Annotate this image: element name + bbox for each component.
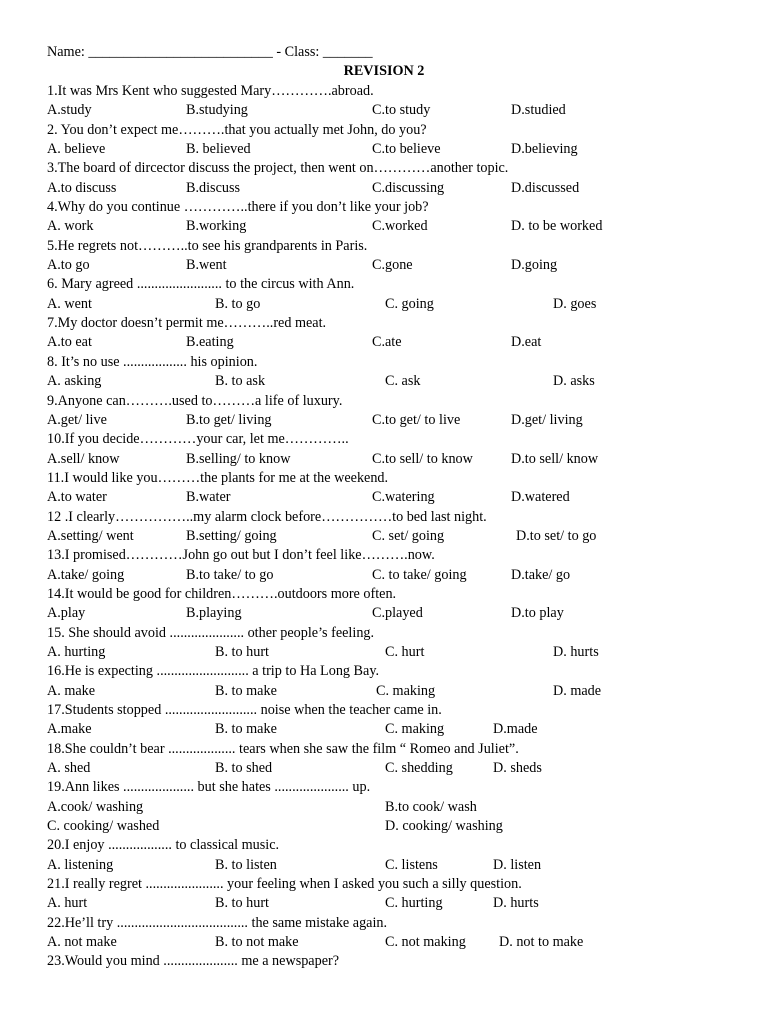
option-c: C.played <box>372 605 423 622</box>
question-stem: 14.It would be good for children……….outdoors more often. <box>47 585 397 602</box>
option-b: B.discuss <box>186 179 240 196</box>
option-c: C.to believe <box>372 141 441 158</box>
option-c: C. hurting <box>385 895 443 912</box>
option-d: D.eat <box>511 334 542 351</box>
question-7 <box>0 314 768 353</box>
option-a: A. work <box>47 218 94 235</box>
option-a: A.setting/ went <box>47 527 134 544</box>
question-5 <box>0 237 768 276</box>
option-b: B. to shed <box>215 760 273 777</box>
question-14 <box>0 585 768 624</box>
option-d: D.watered <box>511 489 570 506</box>
option-a: A. went <box>47 295 92 312</box>
option-a: A. believe <box>47 141 106 158</box>
question-17 <box>0 701 768 740</box>
question-stem: 13.I promised…………John go out but I don’t feel like……….now. <box>47 547 435 564</box>
option-d: D.studied <box>511 102 566 119</box>
option-d: D. hurts <box>553 643 599 660</box>
option-d: D. sheds <box>493 760 542 777</box>
option-a: A.cook/ washing <box>47 798 144 815</box>
option-a: A.to go <box>47 257 90 274</box>
question-stem: 3.The board of dircector discuss the project, then went on…………another topic. <box>47 160 509 177</box>
option-b: B. to make <box>215 682 277 699</box>
option-a: A. shed <box>47 760 91 777</box>
option-b: B.to take/ to go <box>186 566 274 583</box>
option-c: C.worked <box>372 218 428 235</box>
question-stem: 4.Why do you continue …………..there if you don’t like your job? <box>47 199 429 216</box>
option-c: C.watering <box>372 489 435 506</box>
option-a: A.to discuss <box>47 179 117 196</box>
option-d: D. not to make <box>499 934 584 951</box>
option-b: B.water <box>186 489 231 506</box>
question-stem: 2. You don’t expect me……….that you actually met John, do you? <box>47 121 427 138</box>
option-c: C. ask <box>385 373 421 390</box>
question-18 <box>0 740 768 779</box>
question-list <box>0 82 768 972</box>
option-b: B.studying <box>186 102 248 119</box>
option-c: C.to get/ to live <box>372 411 461 428</box>
option-c: C.discussing <box>372 179 445 196</box>
option-d: D. asks <box>553 373 595 390</box>
question-stem: 23.Would you mind ..................... me a newspaper? <box>47 953 340 970</box>
option-b: B. to ask <box>215 373 266 390</box>
option-a: A.play <box>47 605 86 622</box>
option-a: A.to water <box>47 489 107 506</box>
class-blank: _______ <box>322 44 373 60</box>
option-a: A.take/ going <box>47 566 125 583</box>
question-15 <box>0 624 768 663</box>
option-a: A.study <box>47 102 92 119</box>
option-c: C. cooking/ washed <box>47 818 160 835</box>
option-c: C. shedding <box>385 760 453 777</box>
question-stem: 6. Mary agreed ........................ to the circus with Ann. <box>47 276 355 293</box>
option-c: C.gone <box>372 257 413 274</box>
option-d: D.to sell/ know <box>511 450 599 467</box>
option-b: B.working <box>186 218 247 235</box>
option-d: D. to be worked <box>511 218 603 235</box>
option-d: D.believing <box>511 141 578 158</box>
option-b: B. to make <box>215 721 277 738</box>
question-stem: 19.Ann likes .................... but she hates ..................... up. <box>47 779 371 796</box>
question-3 <box>0 159 768 198</box>
option-c: C.to sell/ to know <box>372 450 473 467</box>
question-13 <box>0 546 768 585</box>
option-a: A.get/ live <box>47 411 107 428</box>
option-c: C. to take/ going <box>372 566 467 583</box>
question-stem: 7.My doctor doesn’t permit me………..red meat. <box>47 315 327 332</box>
option-b: B.playing <box>186 605 242 622</box>
option-d: D.discussed <box>511 179 580 196</box>
option-d: D.take/ go <box>511 566 571 583</box>
question-stem: 5.He regrets not………..to see his grandparents in Paris. <box>47 237 368 254</box>
option-d: D.made <box>493 721 538 738</box>
option-d: D.to play <box>511 605 564 622</box>
question-stem: 10.If you decide…………your car, let me………….. <box>47 431 349 448</box>
option-c: C. not making <box>385 934 466 951</box>
page-title: REVISION 2 <box>343 63 425 79</box>
question-23 <box>0 952 768 971</box>
question-9 <box>0 392 768 431</box>
option-b: B. to hurt <box>215 895 269 912</box>
option-c: C. listens <box>385 856 438 873</box>
question-16 <box>0 662 768 701</box>
option-a: A.to eat <box>47 334 92 351</box>
question-8 <box>0 353 768 392</box>
name-label: Name: <box>47 44 89 60</box>
option-b: B. to listen <box>215 856 277 873</box>
option-b: B.went <box>186 257 227 274</box>
option-d: D. cooking/ washing <box>385 818 503 835</box>
question-6 <box>0 275 768 314</box>
question-2 <box>0 121 768 160</box>
option-a: A. asking <box>47 373 102 390</box>
option-a: A.make <box>47 721 92 738</box>
question-stem: 22.He’ll try ..................................... the same mistake again. <box>47 914 388 931</box>
option-d: D.get/ living <box>511 411 583 428</box>
option-a: A. not make <box>47 934 117 951</box>
option-c: C.ate <box>372 334 402 351</box>
option-a: A. make <box>47 682 96 699</box>
option-a: A.sell/ know <box>47 450 120 467</box>
question-20 <box>0 836 768 875</box>
option-b: B.selling/ to know <box>186 450 291 467</box>
option-d: D.going <box>511 257 558 274</box>
option-d: D. made <box>553 682 602 699</box>
question-stem: 20.I enjoy .................. to classical music. <box>47 837 280 854</box>
option-c: C. set/ going <box>372 527 445 544</box>
question-stem: 9.Anyone can……….used to………a life of luxury. <box>47 392 343 409</box>
option-b: B. to not make <box>215 934 299 951</box>
option-c: C. making <box>385 721 445 738</box>
question-stem: 12 .I clearly……………..my alarm clock before……………to bed last night. <box>47 508 487 525</box>
question-11 <box>0 469 768 508</box>
question-stem: 21.I really regret ...................... your feeling when I asked you such a silly question. <box>47 876 522 893</box>
option-b: B.to cook/ wash <box>385 798 477 815</box>
option-b: B. to hurt <box>215 643 269 660</box>
question-10 <box>0 430 768 469</box>
option-a: A. hurting <box>47 643 106 660</box>
question-12 <box>0 508 768 547</box>
question-stem: 8. It’s no use .................. his opinion. <box>47 353 258 370</box>
option-a: A. listening <box>47 856 114 873</box>
option-b: B. to go <box>215 295 261 312</box>
question-stem: 18.She couldn’t bear ................... tears when she saw the film “ Romeo and Juliet”. <box>47 740 519 757</box>
name-class-line <box>47 43 373 62</box>
option-a: A. hurt <box>47 895 88 912</box>
option-c: C. going <box>385 295 434 312</box>
option-b: B.to get/ living <box>186 411 272 428</box>
class-label: - Class: <box>272 44 323 60</box>
option-c: C. making <box>376 682 436 699</box>
question-22 <box>0 914 768 953</box>
option-d: D. hurts <box>493 895 539 912</box>
question-stem: 15. She should avoid ..................... other people’s feeling. <box>47 624 375 641</box>
option-b: B.setting/ going <box>186 527 277 544</box>
question-19 <box>0 778 768 836</box>
name-blank: __________________________ <box>88 44 273 60</box>
question-stem: 17.Students stopped .......................... noise when the teacher came in. <box>47 702 442 718</box>
option-c: C.to study <box>372 102 431 119</box>
option-d: D. goes <box>553 295 597 312</box>
question-21 <box>0 875 768 914</box>
option-b: B. believed <box>186 141 251 158</box>
question-stem: 1.It was Mrs Kent who suggested Mary………….abroad. <box>47 83 374 99</box>
question-stem: 16.He is expecting .......................... a trip to Ha Long Bay. <box>47 663 380 680</box>
option-d: D.to set/ to go <box>516 527 597 544</box>
question-4 <box>0 198 768 237</box>
option-b: B.eating <box>186 334 234 351</box>
option-d: D. listen <box>493 856 542 873</box>
option-c: C. hurt <box>385 643 425 660</box>
question-1 <box>0 82 768 121</box>
question-stem: 11.I would like you………the plants for me at the weekend. <box>47 469 389 486</box>
